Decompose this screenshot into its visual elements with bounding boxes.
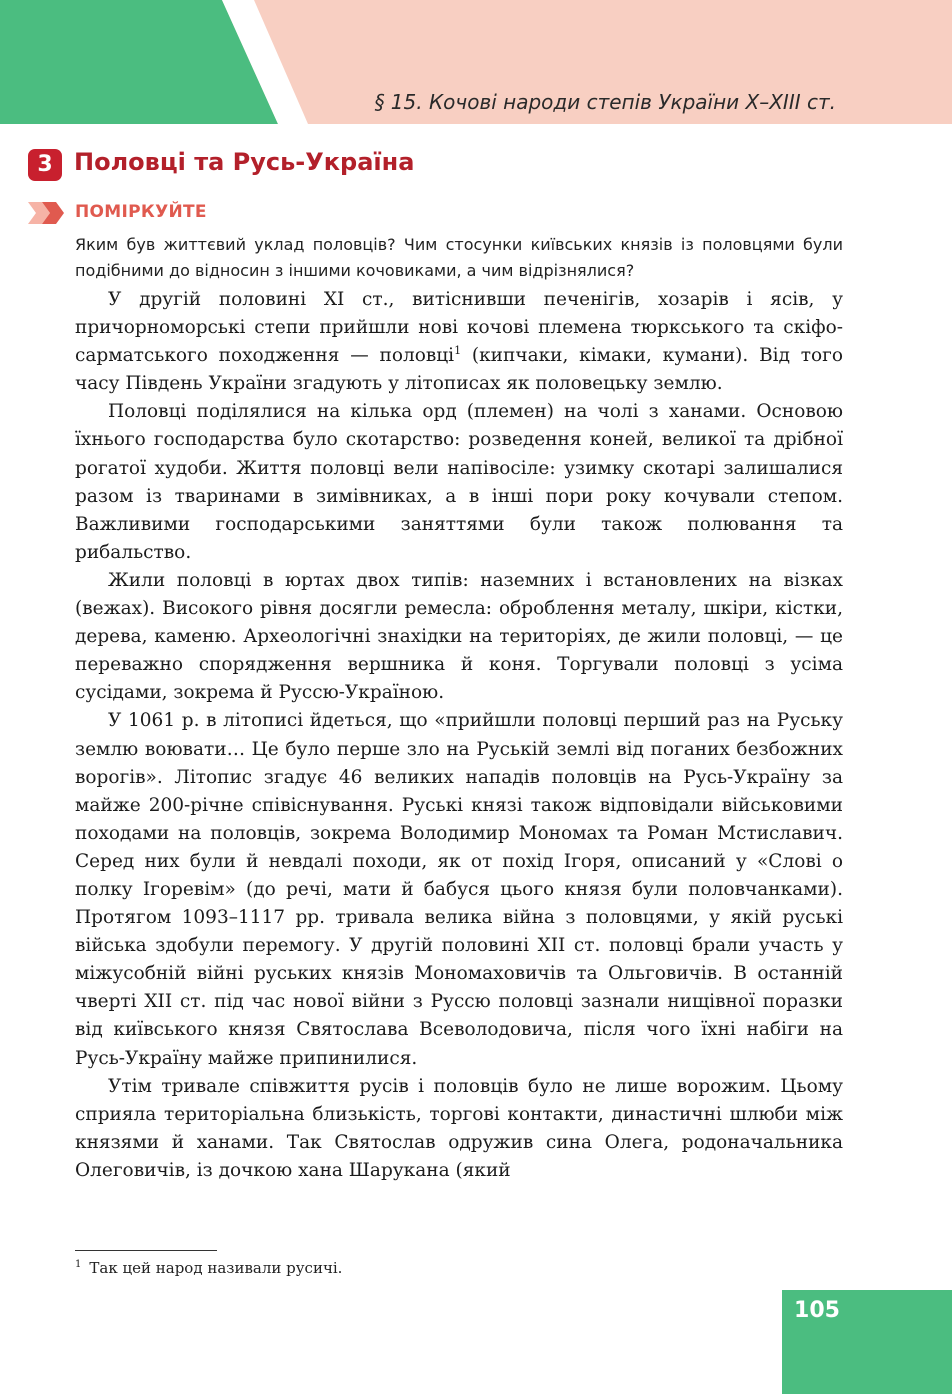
- footnote: [75, 1259, 342, 1277]
- paragraph-1: [75, 286, 843, 398]
- paragraph-2: Половці поділялися на кілька орд (племен) на чолі з ханами. Основою їхнього господарства було скотарство: розведення коней, великої та дрібної рогатої худоби. Життя половці вели напівосіле: узимку скотарі залишалися разом із тваринами в зимівниках, а в інші пори року кочували степом. Важливими господарськими заняттями були також полювання та рибальство.: [75, 401, 843, 563]
- paragraph-4: У 1061 р. в літописі йдеться, що «прийшли половці перший раз на Руську землю воювати… Це було перше зло на Руській землі від поганих безбожних ворогів». Літопис згадує 46 великих нападів половців на Русь-Україну за майже 200-річне співіснування. Руські князі також відповідали військовими походами на половців, зокрема Володимир Мономах та Роман Мстиславич. Серед них були й невдалі походи, як от похід Ігоря, описаний у «Слові о полку Ігоревім» (до речі, мати й бабуся цього князя були половчанками). Протягом 1093–1117 рр. тривала велика війна з половцями, у якій руські війська здобули перемогу. У другій половині XII ст. половці брали участь у міжусобній війні руських князів Мономаховичів та Ольговичів. В останній чверті XII ст. під час нової війни з Руссю половці зазнали нищівної поразки від київського князя Святослава Всеволодовича, після чого їхні набіги на Русь-Україну майже припинилися.: [75, 710, 843, 1069]
- think-label: ПОМІРКУЙТЕ: [75, 202, 207, 222]
- chapter-title: § 15. Кочові народи степів України X–XIII ст.: [374, 90, 836, 114]
- section-title: Половці та Русь-Україна: [74, 148, 415, 176]
- footnote-text: Так цей народ називали русичі.: [89, 1259, 343, 1277]
- think-question: Яким був життєвий уклад половців? Чим стосунки київських князів із половцями були подібними до відносин з іншими кочовиками, а чим відрізнялися?: [75, 235, 843, 280]
- footnote-reference: 1: [454, 344, 462, 358]
- footnote-divider: [75, 1250, 217, 1251]
- think-arrows-icon: [28, 202, 68, 224]
- main-text: [75, 286, 843, 1185]
- footnote-marker: 1: [75, 1259, 82, 1270]
- paragraph-1-text-b: (кипчаки, кімаки, кумани). Від того часу Південь України згадують у літописах як половецьку землю.: [75, 345, 844, 395]
- paragraph-5: Утім тривале співжиття русів і половців було не лише ворожим. Цьому сприяла територіальна близькість, торгові контакти, династичні шлюби між князями й ханами. Так Святослав одружив сина Олега, родоначальника Олеговичів, із дочкою хана Шарукана (який: [75, 1075, 843, 1181]
- paragraph-1-text-a: У другій половині XI ст., витіснивши печенігів, хозарів і ясів, у причорноморські степи прийшли нові кочові племена тюркського та скіфо-сарматського походження — половці: [75, 289, 843, 367]
- page-number: 105: [794, 1298, 840, 1323]
- paragraph-3: Жили половці в юртах двох типів: наземних і встановлених на візках (вежах). Високого рівня досягли ремесла: оброблення металу, шкіри, кістки, дерева, каменю. Археологічні знахідки на територіях, де жили половці, — це переважно спорядження вершника й коня. Торгували половці з усіма сусідами, зокрема й Руссю-Україною.: [75, 569, 843, 704]
- section-number-badge: 3: [28, 149, 62, 181]
